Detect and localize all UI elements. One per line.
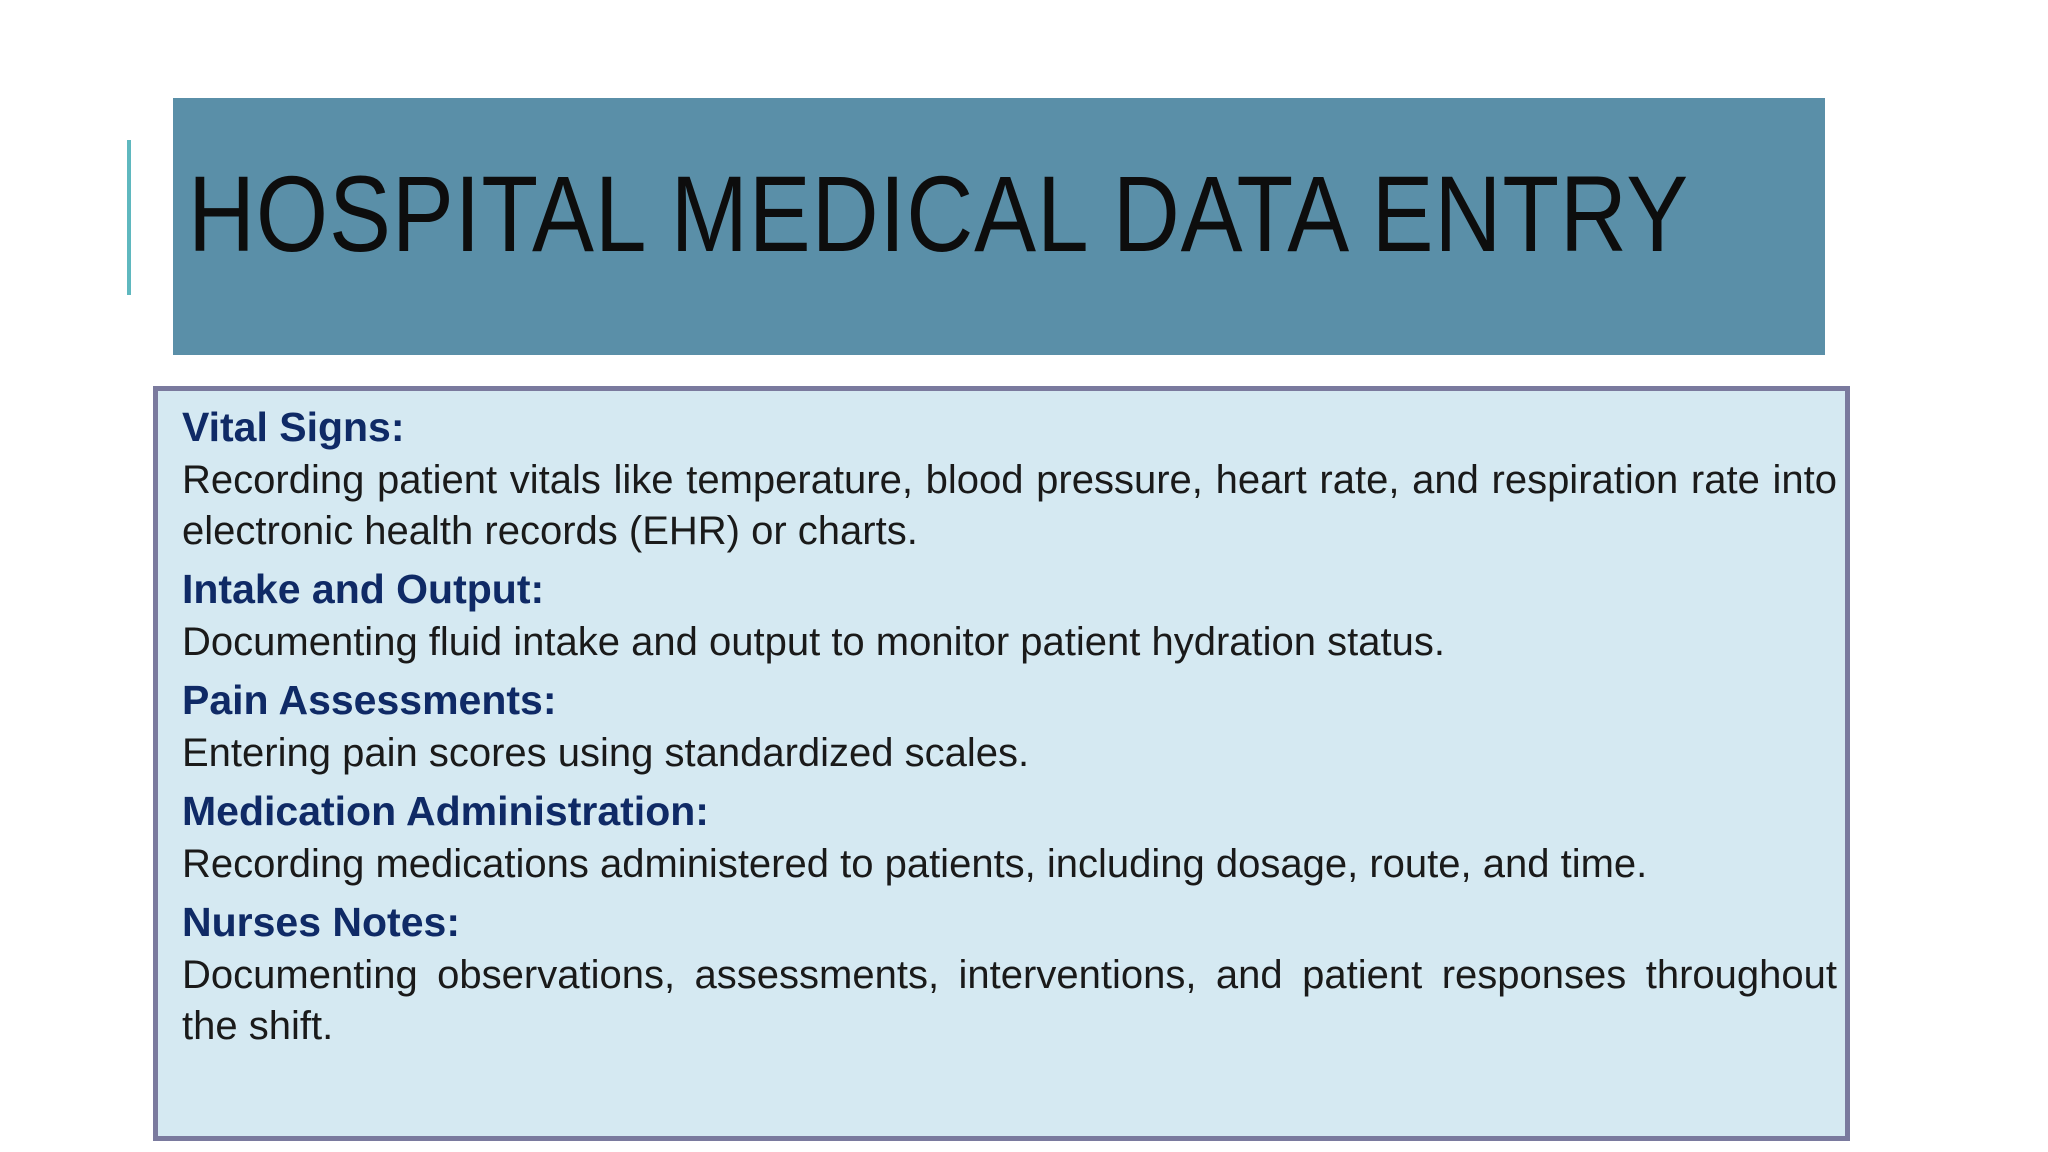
- section-heading: Vital Signs:: [182, 404, 405, 450]
- section-medication-administration: [182, 785, 1837, 890]
- section-body: Documenting fluid intake and output to monitor patient hydration status.: [182, 620, 1445, 664]
- section-heading: Nurses Notes:: [182, 899, 460, 945]
- content-box: [153, 386, 1850, 1141]
- section-body: Recording patient vitals like temperature, blood pressure, heart rate, and respiration rate into electronic health records (EHR) or charts.: [182, 458, 1837, 553]
- title-bar: [173, 98, 1825, 355]
- section-heading: Intake and Output:: [182, 566, 545, 612]
- slide-title: HOSPITAL MEDICAL DATA ENTRY: [188, 153, 1690, 274]
- section-body: Documenting observations, assessments, interventions, and patient responses throughout the shift.: [182, 953, 1837, 1048]
- section-vital-signs: [182, 401, 1837, 557]
- title-accent-line: [127, 140, 131, 295]
- section-intake-output: [182, 563, 1837, 668]
- section-nurses-notes: [182, 896, 1837, 1052]
- section-body: Recording medications administered to patients, including dosage, route, and time.: [182, 842, 1648, 886]
- section-heading: Medication Administration:: [182, 788, 709, 834]
- section-pain-assessments: [182, 674, 1837, 779]
- section-body: Entering pain scores using standardized scales.: [182, 731, 1030, 775]
- section-heading: Pain Assessments:: [182, 677, 557, 723]
